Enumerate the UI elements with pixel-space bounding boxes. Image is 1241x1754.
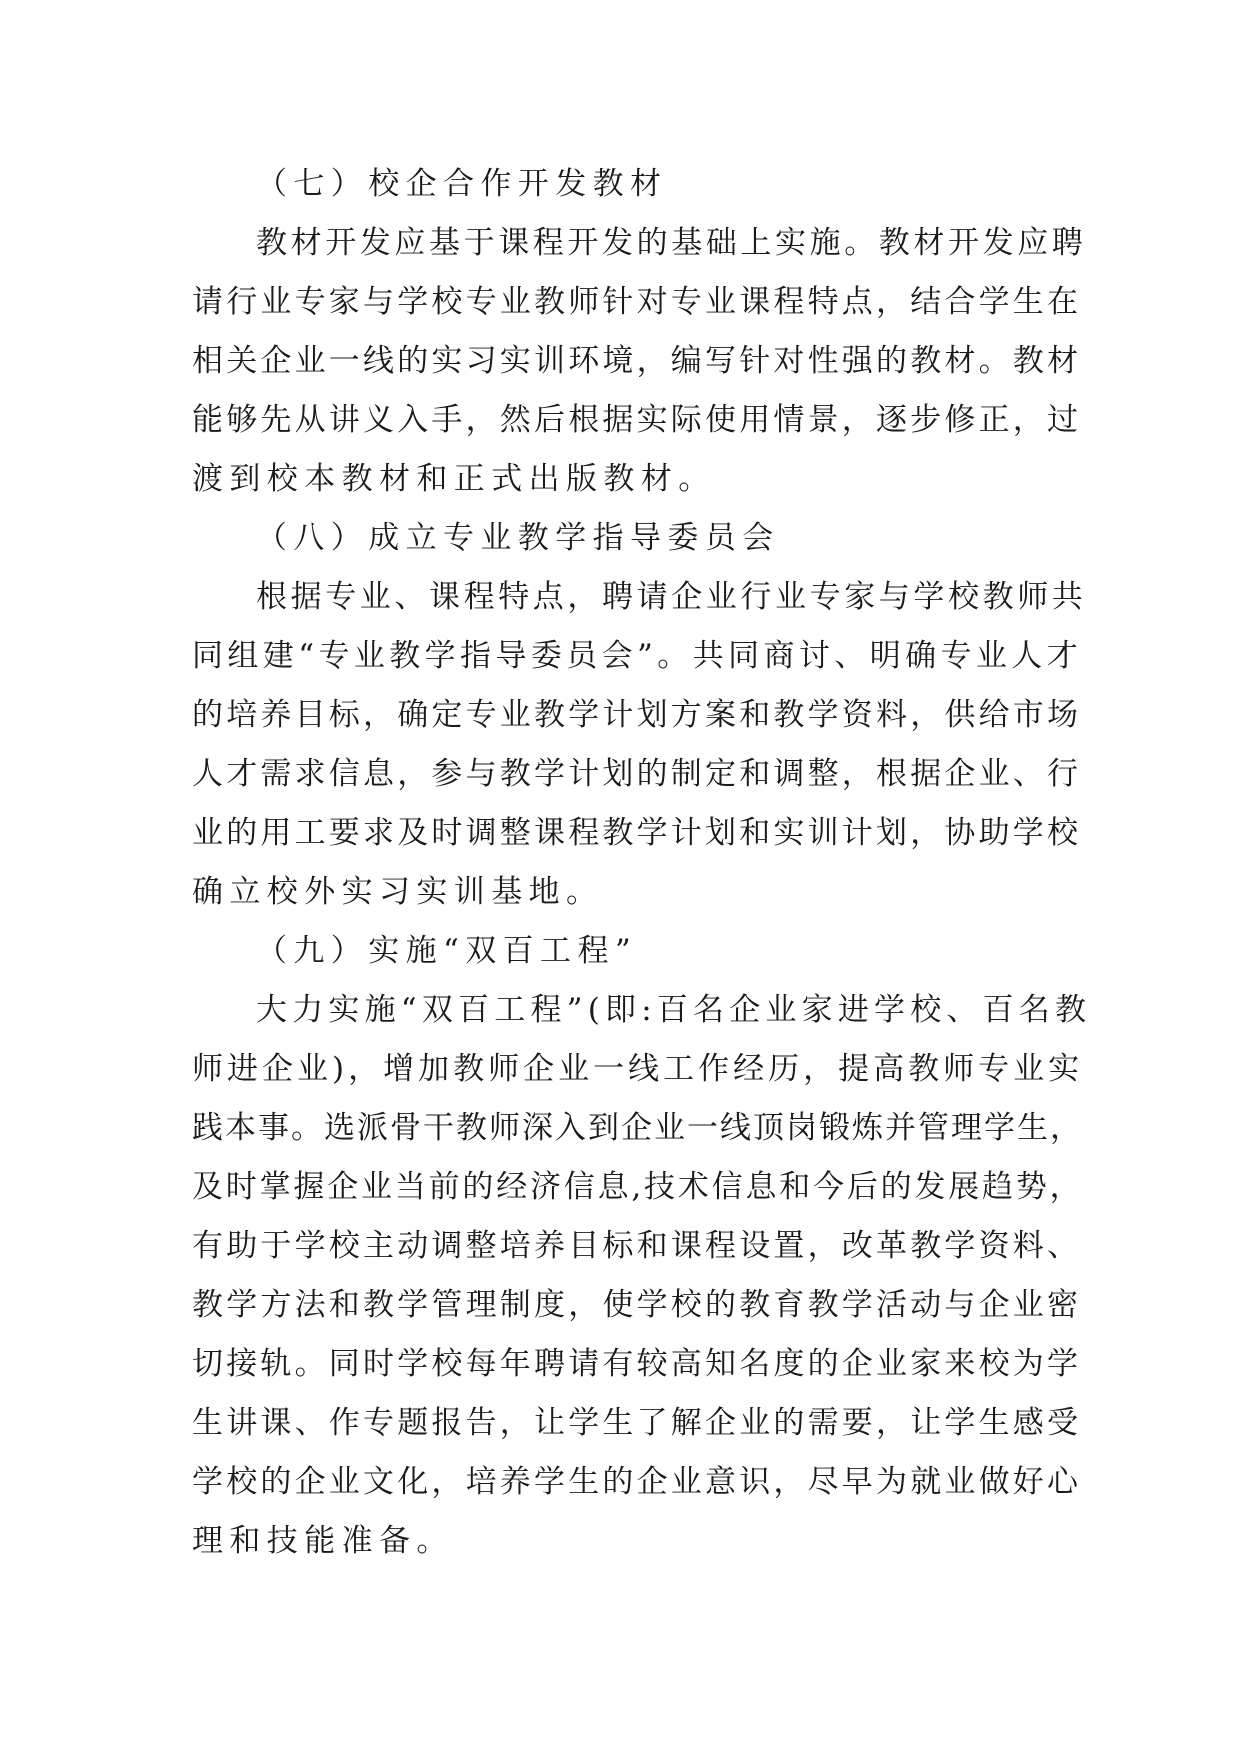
paragraph-line: 生讲课、作专题报告，让学生了解企业的需要，让学生感受	[192, 1405, 1082, 1441]
paragraph-line: 理和技能准备。	[192, 1523, 454, 1559]
paragraph-line: 确立校外实习实训基地。	[192, 874, 604, 910]
paragraph-line: 相关企业一线的实习实训环境，编写针对性强的教材。教材	[192, 343, 1082, 379]
paragraph-line: 教材开发应基于课程开发的基础上实施。教材开发应聘	[256, 225, 1087, 261]
paragraph-line: 教学方法和教学管理制度，使学校的教育教学活动与企业密	[192, 1287, 1082, 1323]
paragraph-line: 有助于学校主动调整培养目标和课程设置，改革教学资料、	[192, 1228, 1082, 1264]
paragraph-line: 能够先从讲义入手，然后根据实际使用情景，逐步修正，过	[192, 402, 1082, 438]
paragraph-line: 人才需求信息，参与教学计划的制定和调整，根据企业、行	[192, 756, 1082, 792]
section-heading: （八）成立专业教学指导委员会	[256, 520, 780, 556]
paragraph-line: 践本事。选派骨干教师深入到企业一线顶岗锻炼并管理学生，	[192, 1110, 1083, 1146]
section-heading: （七）校企合作开发教材	[256, 166, 668, 202]
paragraph-line: 切接轨。同时学校每年聘请有较高知名度的企业家来校为学	[192, 1346, 1082, 1382]
paragraph-line: 请行业专家与学校专业教师针对专业课程特点，结合学生在	[192, 284, 1082, 320]
paragraph-line: 同组建“专业教学指导委员会”。共同商讨、明确专业人才	[192, 638, 1083, 674]
paragraph-line: 学校的企业文化，培养学生的企业意识，尽早为就业做好心	[192, 1464, 1082, 1500]
paragraph-line: 根据专业、课程特点，聘请企业行业专家与学校教师共	[256, 579, 1087, 615]
paragraph-line: 大力实施“双百工程”(即:百名企业家进学校、百名教	[256, 992, 1092, 1028]
paragraph-line: 渡到校本教材和正式出版教材。	[192, 461, 716, 497]
section-heading: （九）实施“双百工程”	[256, 933, 638, 969]
paragraph-line: 师进企业)，增加教师企业一线工作经历，提高教师专业实	[192, 1051, 1084, 1087]
paragraph-line: 业的用工要求及时调整课程教学计划和实训计划，协助学校	[192, 815, 1082, 851]
paragraph-line: 的培养目标，确定专业教学计划方案和教学资料，供给市场	[192, 697, 1082, 733]
paragraph-line: 及时掌握企业当前的经济信息,技术信息和今后的发展趋势，	[192, 1169, 1084, 1205]
